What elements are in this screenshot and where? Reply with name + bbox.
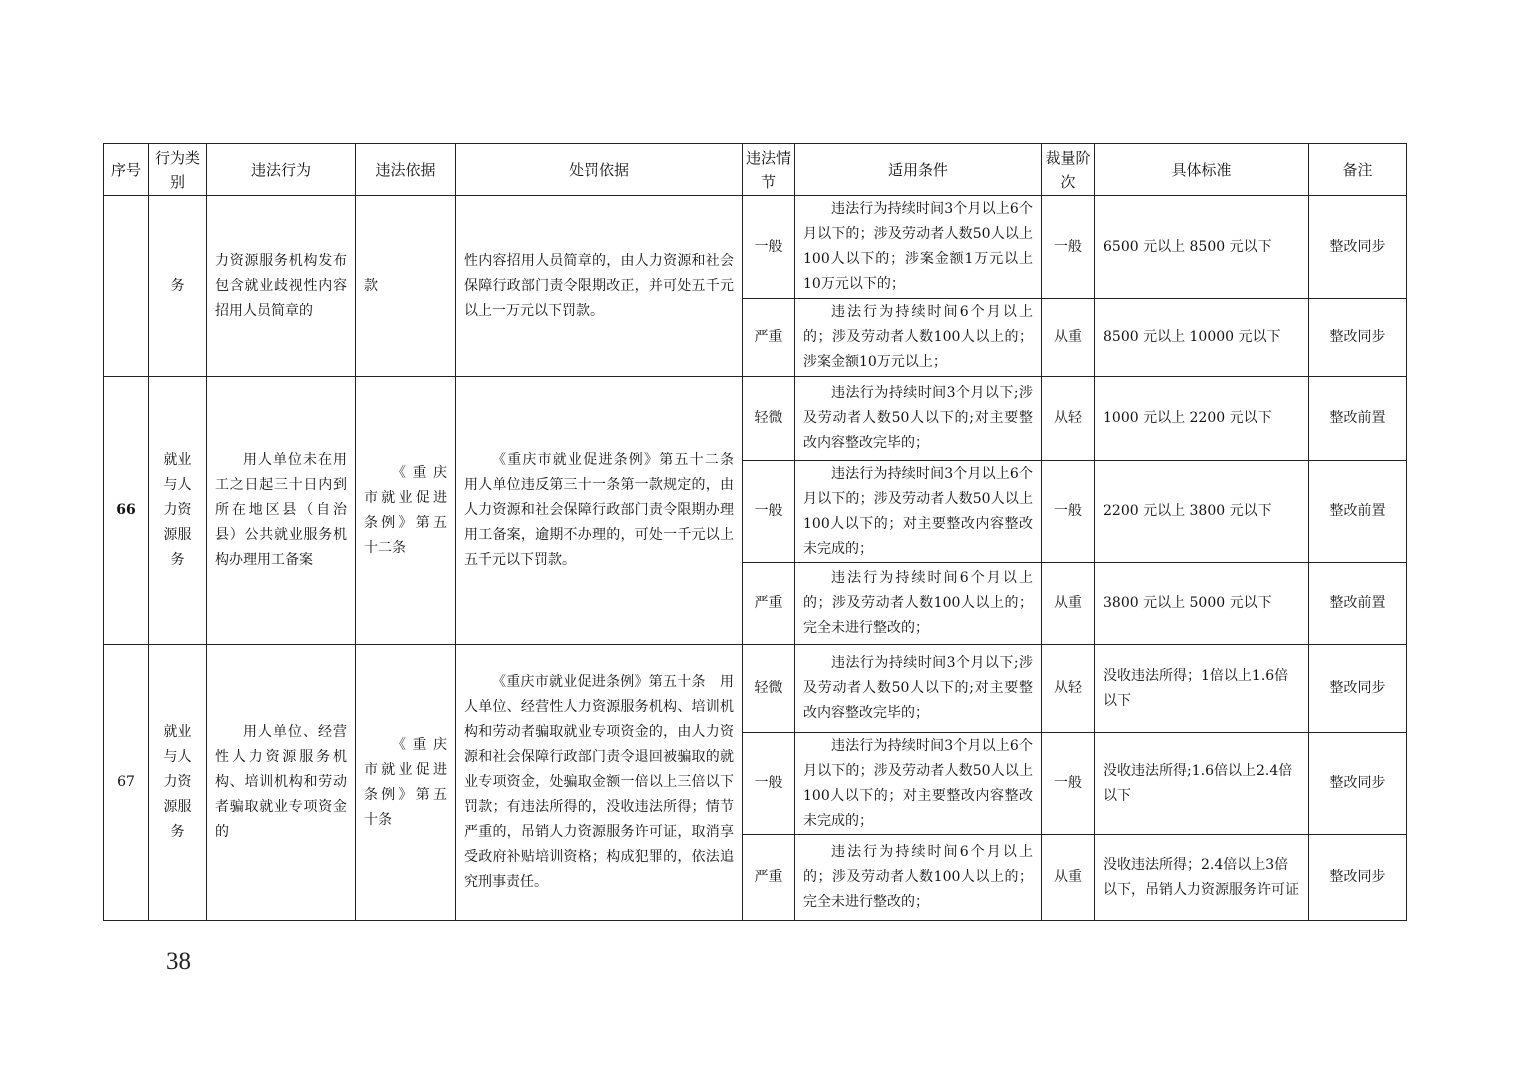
category-cell: 就业与人力资源服务 bbox=[149, 645, 207, 921]
header-condition: 适用条件 bbox=[795, 144, 1042, 196]
header-standard: 具体标准 bbox=[1095, 144, 1309, 196]
table-row bbox=[104, 645, 1407, 733]
plot-cell: 一般 bbox=[743, 733, 795, 835]
standard-cell: 没收违法所得；2.4倍以上3倍以下，吊销人力资源服务许可证 bbox=[1095, 835, 1309, 921]
standard-cell: 6500 元以上 8500 元以下 bbox=[1095, 196, 1309, 299]
category-cell: 就业与人力资源服务 bbox=[149, 377, 207, 645]
header-seq: 序号 bbox=[104, 144, 149, 196]
seq-cell: 66 bbox=[104, 377, 149, 645]
basis-cell: 《重庆市就业促进条例》第五十二条 bbox=[356, 377, 456, 645]
header-act: 违法行为 bbox=[207, 144, 356, 196]
note-cell: 整改同步 bbox=[1309, 299, 1407, 377]
level-cell: 从轻 bbox=[1042, 377, 1095, 461]
table-header-row bbox=[104, 144, 1407, 196]
plot-cell: 严重 bbox=[743, 835, 795, 921]
standard-cell: 8500 元以上 10000 元以下 bbox=[1095, 299, 1309, 377]
condition-cell: 违法行为持续时间3个月以上6个月以下的；涉及劳动者人数50人以上100人以下的；对主要整改内容整改未完成的； bbox=[795, 733, 1042, 835]
level-cell: 从重 bbox=[1042, 563, 1095, 645]
penalty-cell: 性内容招用人员简章的，由人力资源和社会保障行政部门责令限期改正，并可处五千元以上一万元以下罚款。 bbox=[456, 196, 743, 377]
standard-cell: 3800 元以上 5000 元以下 bbox=[1095, 563, 1309, 645]
act-cell: 用人单位未在用工之日起三十日内到所在地区县（自治县）公共就业服务机构办理用工备案 bbox=[207, 377, 356, 645]
act-cell: 力资源服务机构发布包含就业歧视性内容招用人员简章的 bbox=[207, 196, 356, 377]
standard-cell: 没收违法所得;1.6倍以上2.4倍以下 bbox=[1095, 733, 1309, 835]
note-cell: 整改同步 bbox=[1309, 835, 1407, 921]
header-plot: 违法情节 bbox=[743, 144, 795, 196]
note-cell: 整改同步 bbox=[1309, 733, 1407, 835]
header-basis: 违法依据 bbox=[356, 144, 456, 196]
condition-cell: 违法行为持续时间3个月以下;涉及劳动者人数50人以下的;对主要整改内容整改完毕的； bbox=[795, 645, 1042, 733]
level-cell: 从重 bbox=[1042, 299, 1095, 377]
table-row bbox=[104, 196, 1407, 299]
page-number: 38 bbox=[166, 948, 191, 975]
condition-cell: 违法行为持续时间6个月以上的；涉及劳动者人数100人以上的；完全未进行整改的； bbox=[795, 563, 1042, 645]
note-cell: 整改前置 bbox=[1309, 563, 1407, 645]
condition-cell: 违法行为持续时间6个月以上的；涉及劳动者人数100人以上的；涉案金额10万元以上； bbox=[795, 299, 1042, 377]
note-cell: 整改同步 bbox=[1309, 196, 1407, 299]
level-cell: 一般 bbox=[1042, 733, 1095, 835]
standard-cell: 2200 元以上 3800 元以下 bbox=[1095, 461, 1309, 563]
category-cell: 务 bbox=[149, 196, 207, 377]
penalty-cell: 《重庆市就业促进条例》第五十二条 用人单位违反第三十一条第一款规定的，由人力资源和社会保障行政部门责令限期办理用工备案，逾期不办理的，可处一千元以上五千元以下罚款。 bbox=[456, 377, 743, 645]
seq-cell: 67 bbox=[104, 645, 149, 921]
note-cell: 整改前置 bbox=[1309, 461, 1407, 563]
condition-cell: 违法行为持续时间3个月以上6个月以下的；涉及劳动者人数50人以上100人以下的；对主要整改内容整改未完成的； bbox=[795, 461, 1042, 563]
level-cell: 从轻 bbox=[1042, 645, 1095, 733]
penalty-standard-table bbox=[103, 143, 1407, 921]
level-cell: 一般 bbox=[1042, 196, 1095, 299]
header-note: 备注 bbox=[1309, 144, 1407, 196]
standard-cell: 没收违法所得；1倍以上1.6倍以下 bbox=[1095, 645, 1309, 733]
note-cell: 整改前置 bbox=[1309, 377, 1407, 461]
plot-cell: 轻微 bbox=[743, 645, 795, 733]
condition-cell: 违法行为持续时间3个月以上6个月以下的；涉及劳动者人数50人以上100人以下的；涉案金额1万元以上10万元以下的； bbox=[795, 196, 1042, 299]
condition-cell: 违法行为持续时间6个月以上的；涉及劳动者人数100人以上的；完全未进行整改的； bbox=[795, 835, 1042, 921]
header-level: 裁量阶次 bbox=[1042, 144, 1095, 196]
plot-cell: 严重 bbox=[743, 299, 795, 377]
penalty-cell: 《重庆市就业促进条例》第五十条 用人单位、经营性人力资源服务机构、培训机构和劳动者骗取就业专项资金的，由人力资源和社会保障行政部门责令退回被骗取的就业专项资金，处骗取金额一倍以上三倍以下罚款；有违法所得的，没收违法所得；情节严重的，吊销人力资源服务许可证，取消享受政府补贴培训资格；构成犯罪的，依法追究刑事责任。 bbox=[456, 645, 743, 921]
seq-cell bbox=[104, 196, 149, 377]
plot-cell: 轻微 bbox=[743, 377, 795, 461]
basis-cell: 《重庆市就业促进条例》第五十条 bbox=[356, 645, 456, 921]
plot-cell: 一般 bbox=[743, 461, 795, 563]
plot-cell: 一般 bbox=[743, 196, 795, 299]
level-cell: 一般 bbox=[1042, 461, 1095, 563]
level-cell: 从重 bbox=[1042, 835, 1095, 921]
standard-cell: 1000 元以上 2200 元以下 bbox=[1095, 377, 1309, 461]
note-cell: 整改同步 bbox=[1309, 645, 1407, 733]
act-cell: 用人单位、经营性人力资源服务机构、培训机构和劳动者骗取就业专项资金的 bbox=[207, 645, 356, 921]
table-row bbox=[104, 377, 1407, 461]
basis-cell: 款 bbox=[356, 196, 456, 377]
condition-cell: 违法行为持续时间3个月以下;涉及劳动者人数50人以下的;对主要整改内容整改完毕的； bbox=[795, 377, 1042, 461]
header-penalty: 处罚依据 bbox=[456, 144, 743, 196]
header-category: 行为类别 bbox=[149, 144, 207, 196]
plot-cell: 严重 bbox=[743, 563, 795, 645]
